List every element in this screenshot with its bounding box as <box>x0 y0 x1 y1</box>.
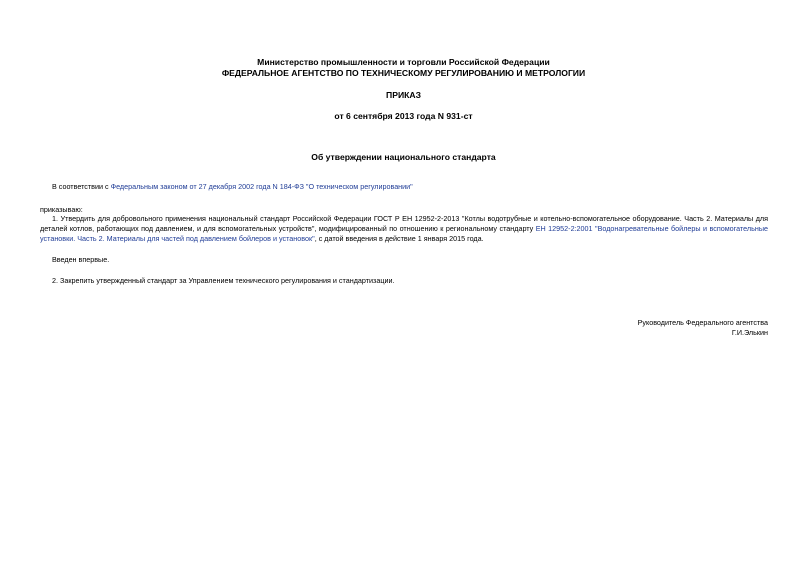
ministry-heading: Министерство промышленности и торговли Российской Федерации <box>257 57 550 67</box>
preamble-text: В соответствии с <box>52 182 111 191</box>
item2-paragraph: 2. Закрепить утвержденный стандарт за Управлением технического регулирования и стандартизации. <box>52 276 395 285</box>
item1-line2-text: деталей котлов, работающих под давлением, и для вспомогательных устройств", модифицированный по отношению к региональному стандарту <box>40 224 536 233</box>
agency-heading: ФЕДЕРАЛЬНОЕ АГЕНТСТВО ПО ТЕХНИЧЕСКОМУ РЕГУЛИРОВАНИЮ И МЕТРОЛОГИИ <box>221 68 586 78</box>
document-title: Об утверждении национального стандарта <box>311 152 496 162</box>
federal-law-link[interactable]: Федеральным законом от 27 декабря 2002 года N 184-ФЗ "О техническом регулировании" <box>110 182 413 191</box>
doc-type-heading: ПРИКАЗ <box>386 90 421 100</box>
regional-standard-link-cont[interactable]: установки. Часть 2. Материалы для частей под давлением бойлеров и установок" <box>40 234 315 243</box>
item1-line1: 1. Утвердить для добровольного применения национальный стандарт Российской Федерации ГОСТ Р ЕН 12952-2-2013 "Котлы водотрубные и котельно-вспомогательное оборудование. Часть 2. Материалы для <box>52 214 768 223</box>
item1-line3-text: , с датой введения в действие 1 января 2015 года. <box>314 234 484 243</box>
signature-name: Г.И.Элькин <box>731 328 768 337</box>
order-word: приказываю: <box>40 205 83 214</box>
regional-standard-link[interactable]: ЕН 12952-2:2001 "Водонагревательные бойлеры и вспомогательные <box>535 224 768 233</box>
date-number-heading: от 6 сентября 2013 года N 931-ст <box>334 111 473 121</box>
signature-position: Руководитель Федерального агентства <box>637 318 768 327</box>
preamble-paragraph <box>52 181 413 192</box>
introduced-note: Введен впервые. <box>52 255 110 264</box>
item1-line3 <box>40 233 484 244</box>
